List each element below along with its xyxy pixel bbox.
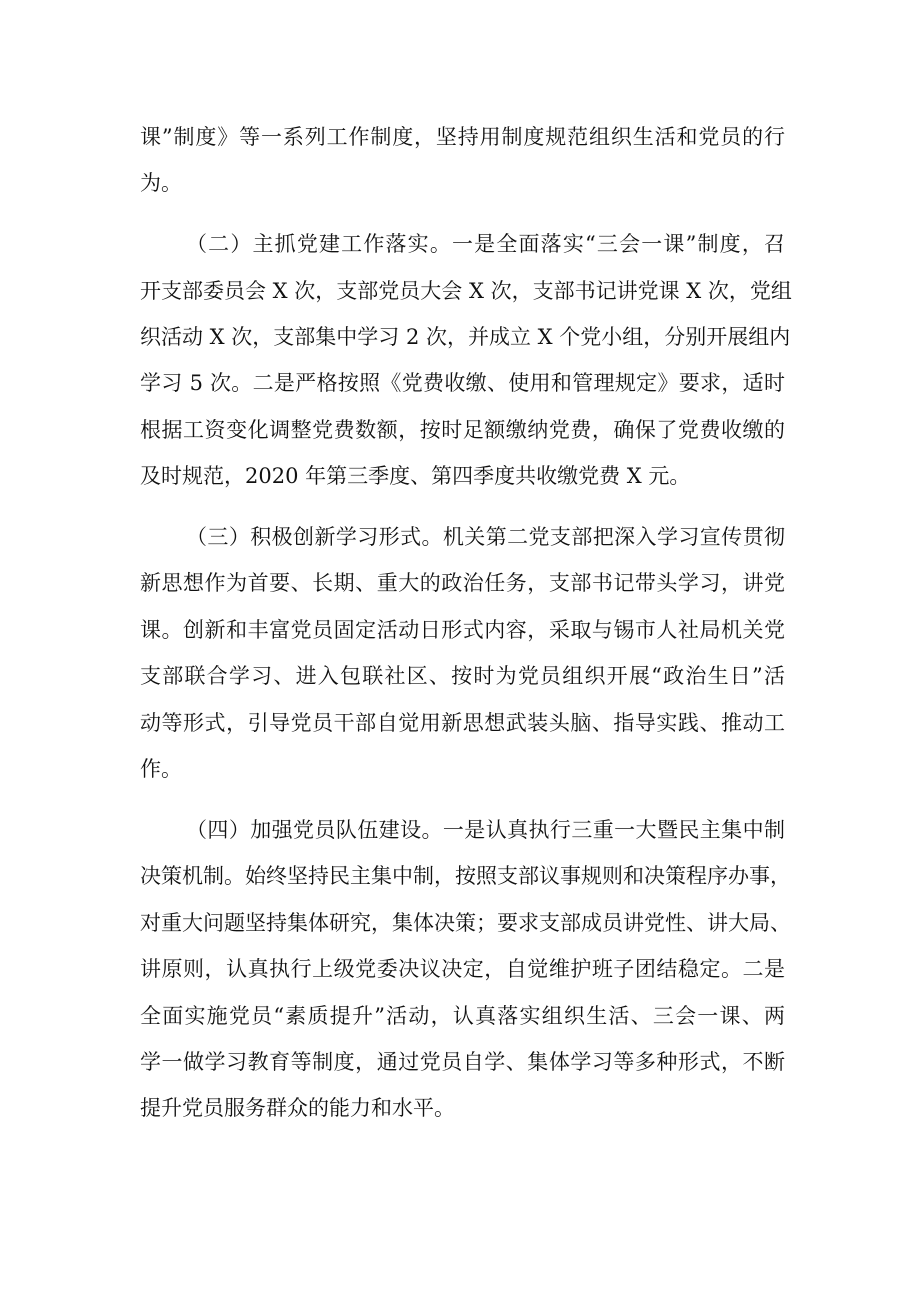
text-line: 织活动 X 次，支部集中学习 2 次，并成立 X 个党小组，分别开展组内 <box>140 325 791 349</box>
text-line: （四）加强党员队伍建设。一是认真执行三重一大暨民主集中制 <box>186 818 785 842</box>
text-line: （二）主抓党建工作落实。一是全面落实“三会一课”制度，召 <box>186 232 785 256</box>
text-line: 新思想作为首要、长期、重大的政治任务，支部书记带头学习，讲党 <box>140 571 785 595</box>
text-line: 全面实施党员“素质提升”活动，认真落实组织生活、三会一课、两 <box>140 1004 785 1028</box>
text-line: 学一做学习教育等制度，通过党员自学、集体学习等多种形式，不断 <box>140 1050 785 1074</box>
text-line: 支部联合学习、进入包联社区、按时为党员组织开展“政治生日”活 <box>140 664 785 688</box>
text-line: 动等形式，引导党员干部自觉用新思想武装头脑、指导实践、推动工 <box>140 711 785 735</box>
text-line: （三）积极创新学习形式。机关第二党支部把深入学习宣传贯彻 <box>186 525 785 549</box>
text-line: 课。创新和丰富党员固定活动日形式内容，采取与锡市人社局机关党 <box>140 618 785 642</box>
text-line: 作。 <box>140 757 182 781</box>
text-line: 决策机制。始终坚持民主集中制，按照支部议事规则和决策程序办事， <box>140 864 791 888</box>
text-line: 学习 5 次。二是严格按照《党费收缴、使用和管理规定》要求，适时 <box>140 371 785 395</box>
text-line: 开支部委员会 X 次，支部党员大会 X 次，支部书记讲党课 X 次，党组 <box>140 279 792 303</box>
text-line: 为。 <box>140 171 182 195</box>
text-line: 课”制度》等一系列工作制度，坚持用制度规范组织生活和党员的行 <box>140 125 785 149</box>
text-line: 及时规范，2020 年第三季度、第四季度共收缴党费 X 元。 <box>140 464 691 488</box>
text-line: 提升党员服务群众的能力和水平。 <box>140 1096 455 1120</box>
text-line: 根据工资变化调整党费数额，按时足额缴纳党费，确保了党费收缴的 <box>140 418 785 442</box>
text-line: 对重大问题坚持集体研究，集体决策；要求支部成员讲党性、讲大局、 <box>140 911 791 935</box>
text-line: 讲原则，认真执行上级党委决议决定，自觉维护班子团结稳定。二是 <box>140 957 785 981</box>
